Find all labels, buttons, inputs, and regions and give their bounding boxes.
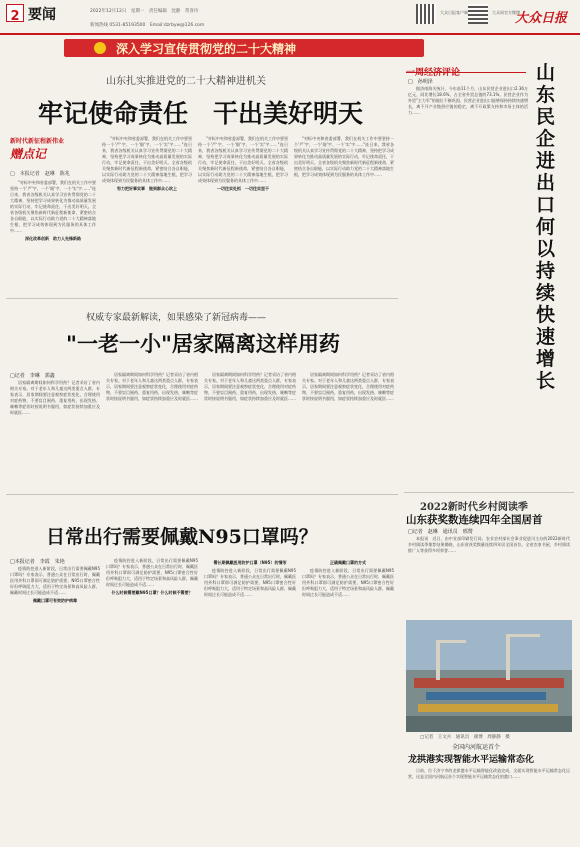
mask-story <box>6 498 398 842</box>
lead-body: "对标中央和省委部署，我们在机关工作中要坚持一个'严'字、一个'细'字、一个'实'字……"连日来，我省各级机关认真学习宣传贯彻党的二十大精神，坚持把学习成果转化为推动高质量发展的实际行动，牢记使命责任，干出美好明天。全省各级机关聚焦新时代新征程新使命，紧密结合各自职能，以实际行动助力党的二十大精神落地生根，把学习成效体现到为民服务的具体工作中…… <box>10 180 96 233</box>
lead-body-col4: "对标中央和省委部署，我们在机关工作中要坚持一个'严'字、一个'细'字、一个'实'字……"连日来，我省各级机关认真学习宣传贯彻党的二十大精神，坚持把学习成果转化为推动高质量发展的实际行动，牢记使命责任，干出美好明天。全省各级机关聚焦新时代新征程新使命，紧密结合各自职能，以实际行动助力党的二十大精神落地生根，把学习成效体现到为民服务的具体工作中…… <box>294 136 394 177</box>
masthead-meta: 2022年12月12日 星期一 责任编辑 沈静 常喜玲 <box>90 9 199 14</box>
commentary-column-tag <box>406 60 526 78</box>
commentary-headline: 山东民企进出口何以持续快速增长 <box>536 62 556 392</box>
lead-byline: □ 本报记者 赵琳 陈兆 <box>10 171 70 177</box>
column-logo-line2: 赠点记 <box>10 147 47 161</box>
mask-subhead-2: 什么时候需要戴N95口罩？什么时候不需要？ <box>111 590 193 595</box>
medication-col-3 <box>204 372 296 490</box>
medication-body-col3: 居家隔离期间如何科学用药？记者采访了省内相关专家。对于老年人和儿童这两类重点人群，专家表示，居家期间要注意观察症状变化，合理使用对症药物，不要盲目囤药、重复用药，出现发热、咳嗽等症状时按说明书服用，如症状持续加重应及时就医…… <box>204 372 296 401</box>
qr-code-2 <box>468 4 488 24</box>
lead-subhead-3: 一切往实处抓 一切往实里干 <box>217 186 269 191</box>
divider-right <box>404 492 574 493</box>
lead-body-col3: "对标中央和省委部署，我们在机关工作中要坚持一个'严'字、一个'细'字、一个'实'字……"连日来，我省各级机关认真学习宣传贯彻党的二十大精神，坚持把学习成果转化为推动高质量发展的实际行动，牢记使命责任，干出美好明天。全省各级机关聚焦新时代新征程新使命，紧密结合各自职能，以实际行动助力党的二十大精神落地生根，把学习成效体现到为民服务的具体工作中…… <box>198 136 288 183</box>
medication-byline: □记者 李琳 郭鑫 <box>10 373 55 379</box>
mask-subhead-3: 需长期佩戴医用防护口罩（N95）的情形 <box>213 560 287 565</box>
port-photo-story <box>404 620 574 842</box>
reading-byline: □记者 赵琳 通讯员 邢赞 <box>408 529 473 535</box>
section-name: 要闻 <box>28 7 56 23</box>
commentary-column-name: 一周经济评论 <box>406 68 461 78</box>
mask-subhead-4: 正确佩戴口罩的方式 <box>330 560 366 565</box>
photo-text <box>408 768 570 840</box>
reading-story <box>404 496 574 616</box>
mask-body: 疫情防控进入新阶段，日常出行需要佩戴N95口罩吗？专家表示，普通公众在日常出行时，佩戴医用外科口罩即可满足防护需要，N95口罩密合性好但呼吸阻力大，适用于特定场景和高风险人群，佩戴时间过长可能造成不适…… <box>10 566 100 595</box>
lead-col-4 <box>294 136 394 292</box>
column-logo-line1: 新时代新征程新伟业 <box>10 138 65 145</box>
page-number: 2 <box>10 9 20 24</box>
photo-credit: □记者 王文兵 通讯员 颜博 周静静 摄 <box>420 735 510 740</box>
commentary-col-1 <box>408 86 528 484</box>
mask-body-col4: 疫情防控进入新阶段，日常出行需要佩戴N95口罩吗？专家表示，普通公众在日常出行时，佩戴医用外科口罩即可满足防护需要，N95口罩密合性好但呼吸阻力大，适用于特定场景和高风险人群，佩戴时间过长可能造成不适…… <box>302 568 394 597</box>
lead-col-3 <box>198 136 288 292</box>
lead-headline: 牢记使命责任 干出美好明天 <box>38 99 364 128</box>
mask-body-col3: 疫情防控进入新阶段，日常出行需要佩戴N95口罩吗？专家表示，普通公众在日常出行时，佩戴医用外科口罩即可满足防护需要，N95口罩密合性好但呼吸阻力大，适用于特定场景和高风险人群，佩戴时间过长可能造成不适…… <box>204 568 296 597</box>
commentary-byline: □ 孙明泽 <box>408 79 433 85</box>
medication-col-2 <box>106 372 198 490</box>
medication-body-col2: 居家隔离期间如何科学用药？记者采访了省内相关专家。对于老年人和儿童这两类重点人群，专家表示，居家期间要注意观察症状变化，合理使用对症药物，不要盲目囤药、重复用药，出现发热、咳嗽等症状时按说明书服用，如症状持续加重应及时就医…… <box>106 372 198 401</box>
lead-subhead-1: 深化改革创新 助力人先锋新路 <box>25 236 81 241</box>
medication-body: 居家隔离期间如何科学用药？记者采访了省内相关专家。对于老年人和儿童这两类重点人群，专家表示，居家期间要注意观察症状变化，合理使用对症药物，不要盲目囤药、重复用药，出现发热、咳嗽等症状时按说明书服用，如症状持续加重应及时就医…… <box>10 380 100 415</box>
reading-body: 本报讯 近日，由中宣部印刷发行局、农业农村部社会事业促进司主办的2022新时代乡村阅读季推荐结果揭晓，山东省获奖数量连续四年居全国首位。全省农家书屋、乡村阅读推广人等获得多项荣誉…… <box>408 536 570 553</box>
commentary-body: 据济南海关统计，今年前11个月，山东民营企业进出口2.36万亿元，同比增长18.6%，占全省外贸总值的73.1%。民营企业作为外贸"主力军"的地位不断巩固，民营企业进出口能够保持持续快速增长，离不开产业链供应链的稳定，离不开政策支持和市场主体的活力…… <box>408 86 528 115</box>
qr-label-2: 大众网官方微博 <box>492 10 520 15</box>
mask-col-4 <box>302 558 394 836</box>
lead-body-col2: "对标中央和省委部署，我们在机关工作中要坚持一个'严'字、一个'细'字、一个'实'字……"连日来，我省各级机关认真学习宣传贯彻党的二十大精神，坚持把学习成果转化为推动高质量发展的实际行动，牢记使命责任，干出美好明天。全省各级机关聚焦新时代新征程新使命，紧密结合各自职能，以实际行动助力党的二十大精神落地生根，把学习成效体现到为民服务的具体工作中…… <box>102 136 192 183</box>
mask-col-3 <box>204 558 296 836</box>
masthead-rule <box>0 33 580 35</box>
port-photo <box>406 620 572 732</box>
commentary-sidebar <box>404 58 574 488</box>
lead-subhead-2: 努力把好事实事 做到群众心坎上 <box>117 186 177 191</box>
lead-col-2 <box>102 136 192 292</box>
masthead <box>0 0 580 40</box>
divider-lead <box>6 298 398 299</box>
lead-kicker: 山东扎实推进党的二十大精神进机关 <box>106 76 266 87</box>
paper-name: 大众日报 <box>515 11 568 26</box>
mask-byline: □本报记者 李霞 朱艳 <box>10 559 65 565</box>
divider-mask <box>6 494 398 495</box>
column-logo <box>10 136 72 166</box>
lead-story <box>6 64 398 294</box>
medication-headline: "一老一小"居家隔离这样用药 <box>66 331 340 356</box>
page-number-box <box>6 4 24 22</box>
qr-label-1: 大众日报客户端 <box>440 10 468 15</box>
photo-body: 日前，位于济宁市的龙拱港水平运输智能化改造完成，全面实现智能水平运输常态化运营，这是全国内河航运首个实现智能水平运输常态化的港口…… <box>408 768 570 779</box>
qr-code-1 <box>416 4 436 24</box>
reading-headline-2: 山东获奖数连续四年全国居首 <box>406 514 543 526</box>
mask-col-1 <box>10 566 100 836</box>
reading-headline-1: 2022新时代乡村阅读季 <box>420 502 528 513</box>
medication-col-4 <box>302 372 394 490</box>
medication-col-1 <box>10 380 100 490</box>
party-emblem-icon <box>94 42 106 54</box>
mask-subhead-1: 佩戴口罩可有效防护病毒 <box>33 598 77 603</box>
photo-headline-1: 全国内河航运首个 <box>452 744 501 751</box>
theme-banner <box>64 39 424 57</box>
reading-text <box>408 536 570 612</box>
mask-headline: 日常出行需要佩戴N95口罩吗？ <box>46 526 318 548</box>
medication-story <box>6 302 398 492</box>
medication-body-col4: 居家隔离期间如何科学用药？记者采访了省内相关专家。对于老年人和儿童这两类重点人群，专家表示，居家期间要注意观察症状变化，合理使用对症药物，不要盲目囤药、重复用药，出现发热、咳嗽等症状时按说明书服用，如症状持续加重应及时就医…… <box>302 372 394 401</box>
mask-col-2 <box>106 558 198 836</box>
mask-body-col2: 疫情防控进入新阶段，日常出行需要佩戴N95口罩吗？专家表示，普通公众在日常出行时，佩戴医用外科口罩即可满足防护需要，N95口罩密合性好但呼吸阻力大，适用于特定场景和高风险人群，佩戴时间过长可能造成不适…… <box>106 558 198 587</box>
lead-col-1 <box>10 180 96 292</box>
masthead-contact: 新闻热线 0531-85193500 Email:dzrbyw@126.com <box>90 23 205 28</box>
banner-text: 深入学习宣传贯彻党的二十大精神 <box>116 42 297 56</box>
photo-headline-2: 龙拱港实现智能水平运输常态化 <box>408 755 535 765</box>
medication-kicker: 权威专家最新解读，如果感染了新冠病毒—— <box>86 313 267 323</box>
